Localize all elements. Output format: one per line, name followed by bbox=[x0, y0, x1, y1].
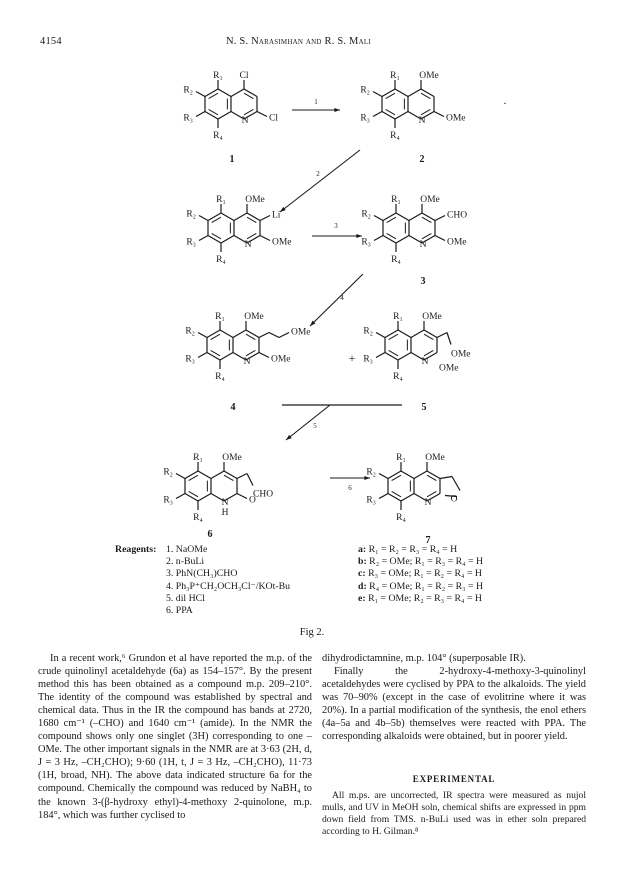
compound-number-1: 1 bbox=[229, 154, 235, 165]
bond bbox=[247, 474, 253, 486]
bond bbox=[257, 112, 267, 117]
methoxy-label: OMe bbox=[451, 349, 471, 360]
body-paragraph: Finally the 2-hydroxy-4-methoxy-3-quinolinyl acetaldehydes were cyclised by PPA to the alkaloids. The yield was 70–90% (except in the case of evolitrine where it was 20%). In a partial modification of the synthesis, the enol ethers (4a–5a and 4b–5b) themselves were reacted with PPA. The corresponding alkaloids were obtained, but in poorer yield. bbox=[322, 666, 586, 743]
bond bbox=[231, 89, 244, 97]
bond bbox=[395, 89, 408, 97]
r2-label: R₂ bbox=[163, 467, 173, 478]
r3-label: R₃ bbox=[366, 495, 376, 506]
bond bbox=[422, 213, 435, 221]
r2-label: R₂ bbox=[183, 85, 193, 96]
methoxy-label: OMe bbox=[422, 312, 442, 322]
nitrogen-label: N bbox=[241, 116, 249, 126]
r3-label: R₃ bbox=[186, 237, 196, 248]
bond bbox=[435, 216, 445, 221]
reaction-arrow bbox=[280, 150, 360, 212]
oxygen-label: O bbox=[249, 495, 256, 506]
r1-label: R₁ bbox=[390, 71, 400, 81]
reagent-item: 5. dil HCl bbox=[166, 592, 205, 604]
substituent-item bbox=[358, 544, 483, 556]
r2-label: R₂ bbox=[360, 85, 370, 96]
bond bbox=[237, 474, 247, 479]
bond bbox=[237, 494, 247, 499]
r2-label: R₂ bbox=[363, 326, 373, 337]
r4-label: R₄ bbox=[215, 372, 225, 382]
running-title: N. S. Narasimhan and R. S. Mali bbox=[226, 36, 371, 47]
bond bbox=[376, 333, 385, 338]
bond bbox=[221, 213, 234, 221]
bond bbox=[379, 474, 388, 479]
bond bbox=[408, 89, 421, 97]
page-number: 4154 bbox=[40, 36, 62, 47]
bond bbox=[374, 236, 383, 241]
step-label: 3 bbox=[334, 222, 338, 230]
bond bbox=[247, 213, 260, 221]
nitrogen-label: N bbox=[424, 498, 432, 508]
reaction-arrow bbox=[286, 405, 330, 440]
nitrogen-label: N bbox=[419, 240, 427, 250]
step-label: 2 bbox=[316, 170, 320, 178]
methoxy-label: OMe bbox=[222, 453, 242, 463]
bond bbox=[447, 333, 451, 345]
bond bbox=[196, 112, 205, 117]
substituent-list bbox=[358, 544, 483, 605]
bond bbox=[396, 236, 409, 244]
substituent-item bbox=[358, 593, 483, 605]
r1-label: R₁ bbox=[393, 312, 403, 322]
r3-label: R₃ bbox=[360, 113, 370, 124]
substituent-text: R₃ = OMe; R₁ = R₂ = R₄ = H bbox=[368, 568, 482, 580]
hydrogen-label: H bbox=[221, 508, 229, 518]
bond bbox=[382, 89, 395, 97]
bond bbox=[198, 353, 207, 358]
substituent-item bbox=[358, 568, 483, 580]
bond bbox=[452, 477, 460, 491]
bond bbox=[244, 89, 257, 97]
reagent-item: 3. PhN(CH₃)CHO bbox=[166, 568, 238, 580]
methoxy-label: OMe bbox=[419, 71, 439, 81]
r2-label: R₂ bbox=[361, 209, 371, 220]
methoxy-label: OMe bbox=[244, 312, 264, 322]
r4-label: R₄ bbox=[216, 255, 226, 265]
bond bbox=[185, 494, 198, 502]
bond bbox=[260, 236, 270, 241]
bond bbox=[205, 112, 218, 120]
nitrogen-label: N bbox=[243, 357, 251, 367]
methoxy-label: OMe bbox=[425, 453, 445, 463]
r1-label: R₁ bbox=[396, 453, 406, 463]
bond bbox=[207, 353, 220, 361]
bond bbox=[269, 333, 279, 338]
reagents-list bbox=[166, 544, 290, 617]
bond bbox=[224, 471, 237, 479]
bond bbox=[434, 112, 444, 117]
bond bbox=[234, 213, 247, 221]
bond bbox=[199, 236, 208, 241]
bond bbox=[373, 112, 382, 117]
right-column bbox=[322, 652, 586, 838]
bond bbox=[373, 92, 382, 97]
methoxy-label: OMe bbox=[272, 237, 292, 248]
step-label: 6 bbox=[348, 484, 352, 492]
aldehyde-label: CHO bbox=[253, 489, 274, 500]
substituent-key: d: bbox=[358, 580, 367, 592]
lithium-label: Li bbox=[272, 210, 281, 221]
substituent-key: c: bbox=[358, 568, 366, 580]
bond bbox=[198, 333, 207, 338]
bond bbox=[411, 330, 424, 338]
bond bbox=[398, 330, 411, 338]
bond bbox=[398, 353, 411, 361]
r1-label: R₁ bbox=[391, 195, 401, 205]
methoxy-label: OMe bbox=[446, 113, 466, 124]
reaction-arrow bbox=[310, 274, 363, 326]
r4-label: R₄ bbox=[393, 372, 403, 382]
r3-label: R₃ bbox=[361, 237, 371, 248]
nitrogen-label: N bbox=[421, 357, 429, 367]
aldehyde-label: CHO bbox=[447, 210, 468, 221]
step-label: 4 bbox=[340, 294, 344, 302]
bond bbox=[440, 477, 452, 479]
chloro-label: Cl bbox=[239, 71, 249, 81]
oxygen-label: O bbox=[450, 494, 458, 505]
bond bbox=[208, 236, 221, 244]
r2-label: R₂ bbox=[186, 209, 196, 220]
substituent-text: R₁ = R₂ = R₃ = R₄ = H bbox=[368, 544, 458, 555]
bond bbox=[401, 494, 414, 502]
bond bbox=[388, 494, 401, 502]
body-paragraph: In a recent work,⁶ Grundon et al have reported the m.p. of the crude quinolinyl acetaldehyde (6a) as 154–157°. By the present method this has been obtained as a compound m.p. 209–210°. The identity of the compound was established by spectral and chemical data. Thus in the IR the compound has bands at 2720, 1680 cm⁻¹ (–CHO) and 1640 cm⁻¹ (amide). In the NMR the compound shows only one singlet (3H) corresponding to one –OMe. The other important signals in the NMR are at 3·63 (2H, d, J = 3 Hz, –CH₂CHO); 9·60 (1H, t, J = 3 Hz, –CH₂CHO), 11·73 (1H, broad, NH). The above data indicated structure 6a for the compound. Chemically the compound was reduced by NaBH₄ to the known 3-(β-hydroxy ethyl)-4-methoxy 2-quinolone, m.p. 184°, which was further cyclised to bbox=[38, 653, 312, 821]
bond bbox=[259, 353, 269, 358]
reagent-item: 6. PPA bbox=[166, 605, 193, 617]
experimental-text: All m.ps. are uncorrected, IR spectra were measured as nujol mulls, and UV in MeOH soln, chemical shifts are expressed in ppm down field from TMS. n-BuLi used was in ether soln prepared according to H. Gilman.⁸ bbox=[322, 790, 586, 838]
bond bbox=[260, 216, 270, 221]
r1-label: R₁ bbox=[193, 453, 203, 463]
bond bbox=[376, 353, 385, 358]
r2-label: R₂ bbox=[366, 467, 376, 478]
substituent-text: R₁ = OMe; R₂ = R₃ = R₄ = H bbox=[368, 592, 482, 604]
chloro-label: Cl bbox=[269, 113, 278, 124]
arrow-head bbox=[334, 108, 340, 112]
r3-label: R₃ bbox=[363, 354, 373, 365]
compound-number-5: 5 bbox=[421, 402, 427, 413]
bond bbox=[259, 333, 269, 338]
substituent-key: a: bbox=[358, 544, 367, 555]
bond bbox=[208, 213, 221, 221]
bond bbox=[220, 353, 233, 361]
left-column bbox=[38, 652, 312, 822]
bond bbox=[424, 330, 437, 338]
r1-label: R₁ bbox=[215, 312, 225, 322]
methoxy-label: OMe bbox=[420, 195, 440, 205]
bond bbox=[396, 213, 409, 221]
bond bbox=[207, 330, 220, 338]
compound-number-3: 3 bbox=[420, 276, 426, 287]
substituent-item bbox=[358, 581, 483, 593]
substituent-key: e: bbox=[358, 592, 366, 604]
body-paragraph: dihydrodictamnine, m.p. 104° (superposable IR). bbox=[322, 653, 526, 664]
step-label: 5 bbox=[313, 422, 317, 430]
compound-number-2: 2 bbox=[419, 154, 425, 165]
substituent-text: R₂ = OMe; R₁ = R₃ = R₄ = H bbox=[369, 556, 484, 568]
nitrogen-label: N bbox=[221, 498, 229, 508]
bond bbox=[409, 213, 422, 221]
bond bbox=[388, 471, 401, 479]
step-label: 1 bbox=[314, 98, 318, 106]
r3-label: R₃ bbox=[185, 354, 195, 365]
bond bbox=[385, 330, 398, 338]
dot-mark: . bbox=[503, 93, 507, 107]
bond bbox=[437, 333, 447, 338]
bond bbox=[199, 216, 208, 221]
r2-label: R₂ bbox=[185, 326, 195, 337]
bond bbox=[383, 213, 396, 221]
bond bbox=[221, 236, 234, 244]
bond bbox=[427, 471, 440, 479]
bond bbox=[205, 89, 218, 97]
compound-number-6: 6 bbox=[207, 529, 213, 540]
bond bbox=[401, 471, 414, 479]
bond bbox=[185, 471, 198, 479]
r4-label: R₄ bbox=[396, 513, 406, 523]
bond bbox=[382, 112, 395, 120]
bond bbox=[220, 330, 233, 338]
r1-label: R₁ bbox=[216, 195, 226, 205]
bond bbox=[233, 330, 246, 338]
bond bbox=[383, 236, 396, 244]
r4-label: R₄ bbox=[213, 131, 223, 141]
bond bbox=[211, 471, 224, 479]
methoxy-label: OMe bbox=[245, 195, 265, 205]
compound-number-4: 4 bbox=[230, 402, 236, 413]
substituent-key: b: bbox=[358, 556, 367, 568]
bond bbox=[218, 89, 231, 97]
r1-label: R₁ bbox=[213, 71, 223, 81]
methoxy-label: OMe bbox=[439, 363, 459, 374]
bond bbox=[246, 330, 259, 338]
r3-label: R₃ bbox=[163, 495, 173, 506]
bond bbox=[196, 92, 205, 97]
bond bbox=[385, 353, 398, 361]
bond bbox=[218, 112, 231, 120]
bond bbox=[395, 112, 408, 120]
compound-number-7: 7 bbox=[425, 535, 431, 546]
reagent-item: 1. NaOMe bbox=[166, 544, 208, 555]
bond bbox=[414, 471, 427, 479]
figure-caption: Fig 2. bbox=[299, 627, 325, 638]
bond bbox=[176, 474, 185, 479]
r4-label: R₄ bbox=[391, 255, 401, 265]
r4-label: R₄ bbox=[390, 131, 400, 141]
bond bbox=[379, 494, 388, 499]
bond bbox=[435, 236, 445, 241]
bond bbox=[421, 89, 434, 97]
bond bbox=[198, 494, 211, 502]
r4-label: R₄ bbox=[193, 513, 203, 523]
substituent-text: R₄ = OMe; R₁ = R₂ = R₃ = H bbox=[369, 580, 484, 592]
methoxy-label: OMe bbox=[291, 327, 311, 338]
bond bbox=[176, 494, 185, 499]
r3-label: R₃ bbox=[183, 113, 193, 124]
methoxy-label: OMe bbox=[271, 354, 291, 365]
reagent-item: 4. Ph₃P⁺CH₂OCH₃Cl⁻/KOt-Bu bbox=[166, 580, 291, 592]
plus-sign: + bbox=[348, 351, 356, 365]
nitrogen-label: N bbox=[244, 240, 252, 250]
nitrogen-label: N bbox=[418, 116, 426, 126]
bond bbox=[279, 333, 289, 338]
bond bbox=[374, 216, 383, 221]
section-heading: EXPERIMENTAL bbox=[412, 774, 496, 785]
substituent-item bbox=[358, 556, 483, 568]
reagents-title: Reagents: bbox=[115, 544, 157, 555]
bond bbox=[198, 471, 211, 479]
reagent-item: 2. n-BuLi bbox=[166, 556, 205, 568]
methoxy-label: OMe bbox=[447, 237, 467, 248]
